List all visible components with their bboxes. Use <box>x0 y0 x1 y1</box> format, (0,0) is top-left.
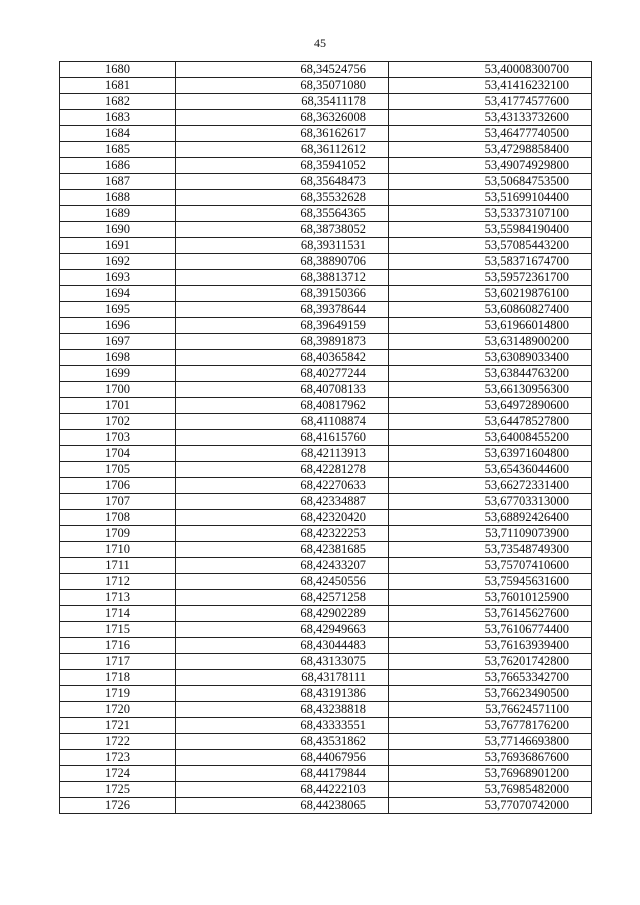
point-number-cell: 1707 <box>60 494 176 510</box>
coordinate-x-cell: 68,42571258 <box>176 590 389 606</box>
coordinate-y-cell: 53,57085443200 <box>389 238 592 254</box>
table-row <box>60 622 592 638</box>
coordinate-y-cell: 53,40008300700 <box>389 62 592 78</box>
coordinate-x-cell: 68,42320420 <box>176 510 389 526</box>
coordinate-x-cell: 68,39150366 <box>176 286 389 302</box>
coordinate-y-cell: 53,76653342700 <box>389 670 592 686</box>
coordinate-y-cell: 53,76968901200 <box>389 766 592 782</box>
coordinate-y-cell: 53,64478527800 <box>389 414 592 430</box>
coordinate-x-cell: 68,43178111 <box>176 670 389 686</box>
coordinate-y-cell: 53,50684753500 <box>389 174 592 190</box>
point-number-cell: 1697 <box>60 334 176 350</box>
table-row <box>60 494 592 510</box>
point-number-cell: 1719 <box>60 686 176 702</box>
point-number-cell: 1680 <box>60 62 176 78</box>
coordinate-y-cell: 53,60219876100 <box>389 286 592 302</box>
table-row <box>60 510 592 526</box>
point-number-cell: 1706 <box>60 478 176 494</box>
point-number-cell: 1710 <box>60 542 176 558</box>
coordinate-x-cell: 68,39649159 <box>176 318 389 334</box>
table-row <box>60 686 592 702</box>
point-number-cell: 1722 <box>60 734 176 750</box>
coordinate-x-cell: 68,44067956 <box>176 750 389 766</box>
point-number-cell: 1709 <box>60 526 176 542</box>
coordinate-x-cell: 68,42450556 <box>176 574 389 590</box>
point-number-cell: 1718 <box>60 670 176 686</box>
coordinate-x-cell: 68,40277244 <box>176 366 389 382</box>
point-number-cell: 1687 <box>60 174 176 190</box>
point-number-cell: 1692 <box>60 254 176 270</box>
coordinate-y-cell: 53,76163939400 <box>389 638 592 654</box>
coordinate-y-cell: 53,63971604800 <box>389 446 592 462</box>
coordinate-y-cell: 53,63844763200 <box>389 366 592 382</box>
coordinate-y-cell: 53,76010125900 <box>389 590 592 606</box>
coordinate-y-cell: 53,67703313000 <box>389 494 592 510</box>
table-row <box>60 606 592 622</box>
point-number-cell: 1690 <box>60 222 176 238</box>
table-row <box>60 718 592 734</box>
table-row <box>60 270 592 286</box>
coordinate-y-cell: 53,76936867600 <box>389 750 592 766</box>
point-number-cell: 1724 <box>60 766 176 782</box>
coordinate-y-cell: 53,63148900200 <box>389 334 592 350</box>
coordinate-y-cell: 53,51699104400 <box>389 190 592 206</box>
coordinate-x-cell: 68,43238818 <box>176 702 389 718</box>
table-row <box>60 302 592 318</box>
coordinate-x-cell: 68,38738052 <box>176 222 389 238</box>
coordinate-y-cell: 53,41774577600 <box>389 94 592 110</box>
coordinate-y-cell: 53,43133732600 <box>389 110 592 126</box>
point-number-cell: 1714 <box>60 606 176 622</box>
coordinates-table <box>59 61 592 814</box>
coordinate-x-cell: 68,40817962 <box>176 398 389 414</box>
coordinate-x-cell: 68,42433207 <box>176 558 389 574</box>
table-row <box>60 590 592 606</box>
coordinate-y-cell: 53,60860827400 <box>389 302 592 318</box>
table-row <box>60 142 592 158</box>
point-number-cell: 1685 <box>60 142 176 158</box>
coordinate-y-cell: 53,47298858400 <box>389 142 592 158</box>
table-row <box>60 430 592 446</box>
table-row <box>60 110 592 126</box>
coordinate-y-cell: 53,76623490500 <box>389 686 592 702</box>
coordinate-x-cell: 68,42949663 <box>176 622 389 638</box>
coordinate-y-cell: 53,76201742800 <box>389 654 592 670</box>
point-number-cell: 1716 <box>60 638 176 654</box>
coordinate-y-cell: 53,76985482000 <box>389 782 592 798</box>
table-row <box>60 670 592 686</box>
point-number-cell: 1702 <box>60 414 176 430</box>
coordinate-y-cell: 53,77070742000 <box>389 798 592 814</box>
point-number-cell: 1686 <box>60 158 176 174</box>
point-number-cell: 1700 <box>60 382 176 398</box>
table-row <box>60 190 592 206</box>
table-row <box>60 702 592 718</box>
table-row <box>60 734 592 750</box>
table-row <box>60 94 592 110</box>
coordinate-x-cell: 68,42270633 <box>176 478 389 494</box>
coordinate-x-cell: 68,43133075 <box>176 654 389 670</box>
point-number-cell: 1696 <box>60 318 176 334</box>
table-row <box>60 126 592 142</box>
coordinate-x-cell: 68,36162617 <box>176 126 389 142</box>
point-number-cell: 1703 <box>60 430 176 446</box>
coordinate-y-cell: 53,77146693800 <box>389 734 592 750</box>
coordinate-x-cell: 68,34524756 <box>176 62 389 78</box>
point-number-cell: 1704 <box>60 446 176 462</box>
point-number-cell: 1725 <box>60 782 176 798</box>
table-row <box>60 254 592 270</box>
coordinate-x-cell: 68,43531862 <box>176 734 389 750</box>
coordinate-y-cell: 53,49074929800 <box>389 158 592 174</box>
coordinate-y-cell: 53,76624571100 <box>389 702 592 718</box>
point-number-cell: 1684 <box>60 126 176 142</box>
point-number-cell: 1717 <box>60 654 176 670</box>
table-row <box>60 238 592 254</box>
table-row <box>60 366 592 382</box>
coordinate-y-cell: 53,41416232100 <box>389 78 592 94</box>
table-row <box>60 318 592 334</box>
point-number-cell: 1689 <box>60 206 176 222</box>
point-number-cell: 1681 <box>60 78 176 94</box>
table-row <box>60 478 592 494</box>
coordinate-x-cell: 68,39378644 <box>176 302 389 318</box>
table-row <box>60 462 592 478</box>
coordinate-y-cell: 53,75945631600 <box>389 574 592 590</box>
coordinate-y-cell: 53,76145627600 <box>389 606 592 622</box>
table-row <box>60 414 592 430</box>
table-row <box>60 574 592 590</box>
coordinate-y-cell: 53,75707410600 <box>389 558 592 574</box>
table-row <box>60 158 592 174</box>
point-number-cell: 1715 <box>60 622 176 638</box>
coordinate-x-cell: 68,40708133 <box>176 382 389 398</box>
point-number-cell: 1688 <box>60 190 176 206</box>
coordinates-table-body <box>60 62 592 814</box>
point-number-cell: 1694 <box>60 286 176 302</box>
point-number-cell: 1726 <box>60 798 176 814</box>
point-number-cell: 1699 <box>60 366 176 382</box>
coordinate-x-cell: 68,43044483 <box>176 638 389 654</box>
point-number-cell: 1708 <box>60 510 176 526</box>
point-number-cell: 1691 <box>60 238 176 254</box>
table-row <box>60 766 592 782</box>
point-number-cell: 1712 <box>60 574 176 590</box>
coordinate-x-cell: 68,35564365 <box>176 206 389 222</box>
coordinate-y-cell: 53,76106774400 <box>389 622 592 638</box>
point-number-cell: 1695 <box>60 302 176 318</box>
coordinate-y-cell: 53,59572361700 <box>389 270 592 286</box>
point-number-cell: 1682 <box>60 94 176 110</box>
point-number-cell: 1683 <box>60 110 176 126</box>
coordinate-y-cell: 53,73548749300 <box>389 542 592 558</box>
table-row <box>60 526 592 542</box>
coordinate-y-cell: 53,61966014800 <box>389 318 592 334</box>
coordinate-x-cell: 68,40365842 <box>176 350 389 366</box>
coordinate-x-cell: 68,38813712 <box>176 270 389 286</box>
coordinate-y-cell: 53,68892426400 <box>389 510 592 526</box>
coordinate-x-cell: 68,42902289 <box>176 606 389 622</box>
table-row <box>60 558 592 574</box>
coordinate-x-cell: 68,39891873 <box>176 334 389 350</box>
table-row <box>60 222 592 238</box>
point-number-cell: 1698 <box>60 350 176 366</box>
point-number-cell: 1721 <box>60 718 176 734</box>
point-number-cell: 1693 <box>60 270 176 286</box>
coordinate-x-cell: 68,36112612 <box>176 142 389 158</box>
table-row <box>60 542 592 558</box>
coordinate-x-cell: 68,42334887 <box>176 494 389 510</box>
table-row <box>60 382 592 398</box>
coordinate-x-cell: 68,35648473 <box>176 174 389 190</box>
coordinate-y-cell: 53,55984190400 <box>389 222 592 238</box>
point-number-cell: 1723 <box>60 750 176 766</box>
coordinate-y-cell: 53,64008455200 <box>389 430 592 446</box>
table-row <box>60 334 592 350</box>
coordinate-y-cell: 53,58371674700 <box>389 254 592 270</box>
coordinate-x-cell: 68,42281278 <box>176 462 389 478</box>
coordinate-x-cell: 68,44238065 <box>176 798 389 814</box>
coordinate-y-cell: 53,66272331400 <box>389 478 592 494</box>
table-row <box>60 286 592 302</box>
point-number-cell: 1701 <box>60 398 176 414</box>
point-number-cell: 1711 <box>60 558 176 574</box>
table-row <box>60 654 592 670</box>
table-row <box>60 350 592 366</box>
coordinate-y-cell: 53,76778176200 <box>389 718 592 734</box>
coordinate-x-cell: 68,43191386 <box>176 686 389 702</box>
coordinate-y-cell: 53,46477740500 <box>389 126 592 142</box>
coordinate-x-cell: 68,42322253 <box>176 526 389 542</box>
coordinate-x-cell: 68,41615760 <box>176 430 389 446</box>
point-number-cell: 1705 <box>60 462 176 478</box>
table-row <box>60 446 592 462</box>
coordinate-x-cell: 68,36326008 <box>176 110 389 126</box>
coordinate-y-cell: 53,64972890600 <box>389 398 592 414</box>
coordinate-y-cell: 53,66130956300 <box>389 382 592 398</box>
coordinate-x-cell: 68,35411178 <box>176 94 389 110</box>
table-row <box>60 174 592 190</box>
point-number-cell: 1720 <box>60 702 176 718</box>
coordinate-y-cell: 53,63089033400 <box>389 350 592 366</box>
coordinate-y-cell: 53,65436044600 <box>389 462 592 478</box>
coordinate-x-cell: 68,42113913 <box>176 446 389 462</box>
table-row <box>60 750 592 766</box>
coordinate-x-cell: 68,35071080 <box>176 78 389 94</box>
coordinate-x-cell: 68,39311531 <box>176 238 389 254</box>
page-number: 45 <box>314 36 326 50</box>
table-row <box>60 638 592 654</box>
coordinate-x-cell: 68,42381685 <box>176 542 389 558</box>
coordinate-y-cell: 53,53373107100 <box>389 206 592 222</box>
coordinate-y-cell: 53,71109073900 <box>389 526 592 542</box>
coordinate-x-cell: 68,44222103 <box>176 782 389 798</box>
coordinate-x-cell: 68,41108874 <box>176 414 389 430</box>
table-row <box>60 206 592 222</box>
table-row <box>60 78 592 94</box>
coordinate-x-cell: 68,43333551 <box>176 718 389 734</box>
point-number-cell: 1713 <box>60 590 176 606</box>
table-row <box>60 798 592 814</box>
table-row <box>60 62 592 78</box>
coordinate-x-cell: 68,35532628 <box>176 190 389 206</box>
coordinate-x-cell: 68,35941052 <box>176 158 389 174</box>
table-row <box>60 398 592 414</box>
coordinate-x-cell: 68,38890706 <box>176 254 389 270</box>
table-row <box>60 782 592 798</box>
coordinate-x-cell: 68,44179844 <box>176 766 389 782</box>
